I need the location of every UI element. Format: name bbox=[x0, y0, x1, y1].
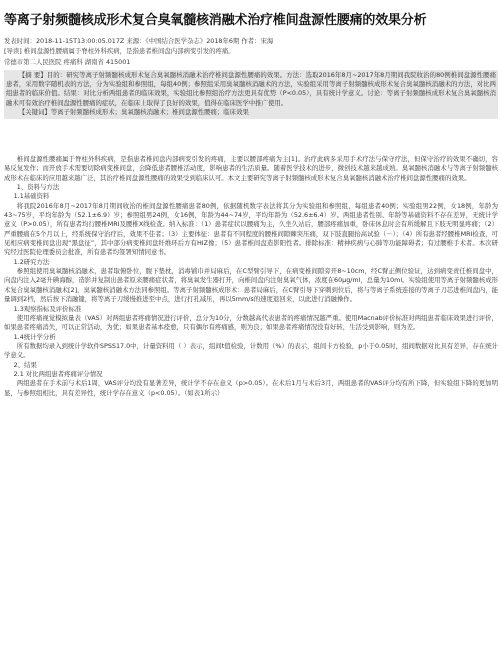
heading-2-1: 2.1 对比两组患者疼痛评分情况 bbox=[13, 369, 103, 378]
heading-section-2: 2、结果 bbox=[13, 360, 37, 369]
paragraph-results: 两组患者在手术前与术后1周，VAS评分均没有显著差异，统计学不存在意义（p>0.05）。在术后1月与术后3月，两组患者的VAS评分均有所下降，但实验组下降的更加明显，与参照组相比，具有差异性，统计学存在意义（p<0.05）。（如表1所示） bbox=[4, 379, 498, 397]
article-title: 等离子射频髓核成形术复合臭氧髓核消融术治疗椎间盘源性腰痛的效果分析 bbox=[4, 13, 427, 28]
article-intro: [导读] 椎间盘源性腰痛属于脊柱外科疾病，是指患者椎间盘内部病变引发的疼痛。 bbox=[4, 47, 235, 55]
heading-1-4: 1.4统计学分析 bbox=[13, 332, 56, 341]
author-unit: 常德市第二人民医院 疼痛科 湖南省 415001 bbox=[4, 58, 131, 66]
heading-1-1: 1.1基础资料 bbox=[13, 192, 50, 201]
paragraph-basic-data: 将我院2016年8月~2017年8月期间收治的椎间盘源性腰痛患者80例，依据随机数字表法将其分为实验组和参照组，每组患者40例；实验组男22例，女18例，年龄为43~75岁，平均年龄为（52.1±6.9）岁；参照组男24例，女16例，年龄为44~74岁，平均年龄为（52.6±6.4）岁。两组患者性别、年龄等基础资料不存在差异，无统计学意义（P>0.05），所有患者均行腰椎MRI及腰椎X线检查。纳入标准：（1）患者症状以腰痛为主，久坐久站后，腰部疼痛加重，卧床休息时会有所缓解且下肢无明显疼痛；（2）严重腰痛在5个月以上，经系统保守治疗后，效果不佳者；（3）主要体征：患者有不同程度的腰椎间隙棘突压痛，双下肢直腿抬高试验（－）；（4）所有患者经腰椎MRI检查，可见相应病变椎间盘出现“黑盘征”，其中部分病变椎间盘纤维环后方有HIZ像；（5）患者椎间盘造影阳性者。排除标准：精神疾病与心肺等功能障碍者；有过腰椎手术者。本次研究经过医院伦理委员会批准，所有患者均签署知情同意书。 bbox=[4, 201, 498, 257]
abstract-keywords: 【关键词】等离子射频髓核成形术；臭氧髓核消融术；椎间盘源性腰痛；临床效果 bbox=[18, 107, 249, 116]
paragraph-evaluation: 使用疼痛视觉模拟量表（VAS）对两组患者疼痛情况进行评价，总分为10分，分数越高代表患者的疼痛情况越严重。使用Macnab评价标准对两组患者临床效果进行评价，如果患者疼痛消失，可以正常活动，为优；如果患者基本痊愈，只有偶尔有疼痛感，则为良；如果患者疼痛情况没有好转，生活受到影响，则为差。 bbox=[4, 313, 498, 332]
heading-section-1: 1、资料与方法 bbox=[16, 183, 60, 192]
paragraph-statistics: 所有数据均录入到统计学软件SPSS17.0中，计量资料用（ ）表示，组间t值检验，计数用（%）的表示，组间卡方检验，p小于0.05时，组间数据对比具有差异，存在统计学意义。 bbox=[4, 341, 498, 360]
article-meta: 发表时间：2018-11-15T13:00:05.017Z 来源：《中国结合医学杂志》2018年6期 作者：宋海 bbox=[4, 37, 274, 45]
abstract-summary: 【摘 要】目的：研究等离子射频髓核成形术复合臭氧髓核消融术治疗椎间盘源性腰痛的效果。方法：选取2016年8月~2017年8月期间我院收治的80例椎间盘源性腰痛患者，采用数字随机表的方法，分为实验组和参照组，每组40例；参照组采用臭氧髓核消融术的方法，实验组采用等离子射频髓核成形术复合臭氧髓核消融术的方法，对比两组患者的临床价值。结果：对比分析两组患者的临床效果，实验组比参照组治疗方法更具有优势（P<0.05），具有统计学意义。讨论：等离子射频髓核成形术复合臭氧髓核消融术可有效治疗椎间盘源性腰痛的症状，在临床上取得了良好的效果，值得在临床医学中推广使用。 bbox=[6, 71, 496, 107]
paragraph-methods: 参照组使用臭氧髓核消融术，患者取俯卧位，腹下垫枕，消毒铺巾并局麻后，在C型臂引导下，在病变椎间隙旁开8~10cm，经C臂正侧位验证，达到病变责任椎间盘中，向盘内注入2毫升碘海醇，造影并复制出患者原来腰痛症状者，将臭氧发生器打开，向椎间盘内注射臭氧气体，浓度在60μg/ml，总量为10ml。实验组使用等离子射频髓核成形术复合臭氧髓核消融术[2]，臭氧髓核消融术方法同参照组。等离子射频髓核成形术：患者局麻后，在C臂引导下穿刺到位后，将与等离子系统连接的等离子刀芯进椎间盘内，能量调到2档，然后按下消融键，将等离子刀缓慢推进至中点，进行打孔减压，再以5mm/s的速度退回来，以此进行消融操作。 bbox=[4, 267, 498, 304]
paragraph-intro: 椎间盘源性腰痛属于脊柱外科疾病，是指患者椎间盘内部病变引发的疼痛，主要以腰部疼痛为主[1]。治疗此病多采用手术疗法与保守疗法，但保守治疗的效果不确切，容易反复发作；而开放手术需要切除病变椎间盘，会降低患者腰椎活动度，影响患者的生活质量。随着医学技术的进步，微创技术越来越成熟。臭氧髓核消融术与等离子射频髓核成形术在临床的应用越来越广泛，其治疗椎间盘源性腰痛的效果受到临床认可。本文主要研究等离子射频髓核成形术复合臭氧髓核消融术治疗椎间盘源性腰痛的效果。 bbox=[4, 155, 498, 182]
article-body bbox=[4, 155, 498, 398]
heading-1-3: 1.3观察指标及评价标准 bbox=[13, 304, 82, 313]
abstract-box bbox=[4, 70, 498, 119]
heading-1-2: 1.2研究方法 bbox=[13, 257, 50, 266]
